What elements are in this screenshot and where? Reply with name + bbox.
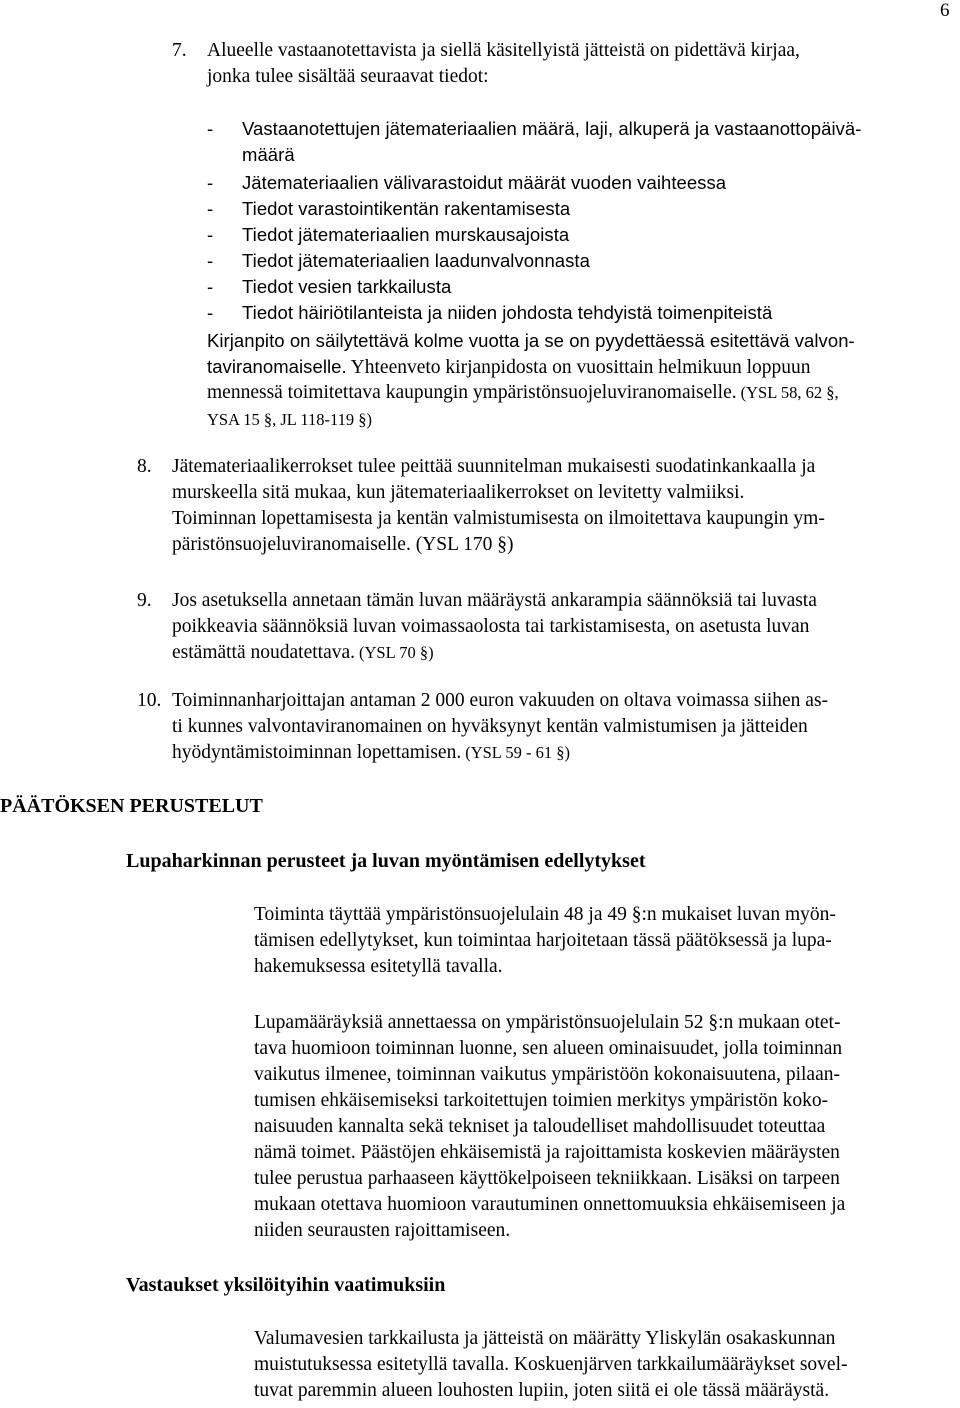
bullet-item: Tiedot varastointikentän rakentamisesta: [242, 198, 571, 219]
item-8-line: Jätemateriaalikerrokset tulee peittää suunnitelman mukaisesti suodatinkankaalla ja: [172, 456, 816, 477]
item-7-tail-text: Yhteenveto kirjanpidosta on vuosittain helmikuun loppuun: [350, 357, 811, 378]
item-10-line: Toiminnanharjoittajan antaman 2 000 euron vakuuden on oltava voimassa siihen as-: [172, 690, 829, 711]
paragraph-line: nämä toimet. Päästöjen ehkäisemistä ja rajoittamista koskevien määräysten: [254, 1142, 840, 1163]
paragraph-line: tuvat paremmin alueen louhosten lupiin, joten siitä ei ole tässä määräystä.: [254, 1380, 830, 1401]
paragraph-line: tämisen edellytykset, kun toimintaa harjoitetaan tässä päätöksessä ja lupa-: [254, 930, 832, 951]
paragraph-line: tulee perustua parhaaseen käyttökelpoiseen tekniikkaan. Lisäksi on tarpeen: [254, 1168, 840, 1189]
subheading-responses: Vastaukset yksilöityihin vaatimuksiin: [126, 1274, 446, 1296]
paragraph-line: vaikutus ilmenee, toiminnan vaikutus ympäristöön kokonaisuutena, pilaan-: [254, 1064, 840, 1085]
section-title: PÄÄTÖKSEN PERUSTELUT: [0, 795, 263, 817]
item-7-intro-line: Alueelle vastaanotettavista ja siellä käsitellyistä jätteistä on pidettävä kirjaa,: [207, 40, 800, 61]
item-7-tail-text: mennessä toimitettava kaupungin ympäristönsuojeluviranomaiselle.: [207, 382, 737, 403]
bullet-dash: -: [207, 276, 214, 297]
item-9-line: poikkeavia säännöksiä luvan voimassaolosta tai tarkistamisesta, on asetusta luvan: [172, 616, 810, 637]
paragraph-line: muistutuksessa esitetyllä tavalla. Koskuenjärven tarkkailumääräykset sovel-: [254, 1354, 848, 1375]
paragraph-line: hakemuksessa esitetyllä tavalla.: [254, 956, 503, 977]
paragraph-line: tava huomioon toiminnan luonne, sen alueen ominaisuudet, jolla toiminnan: [254, 1038, 843, 1059]
bullet-dash: -: [207, 224, 214, 245]
paragraph-line: Toiminta täyttää ympäristönsuojelulain 48 ja 49 §:n mukaiset luvan myön-: [254, 904, 836, 925]
legal-reference: (YSL 59 - 61 §): [465, 743, 571, 762]
bullet-item: Tiedot häiriötilanteista ja niiden johdosta tehdyistä toimenpiteistä: [242, 302, 773, 323]
bullet-dash: -: [207, 172, 214, 193]
bullet-item: Vastaanotettujen jätemateriaalien määrä, laji, alkuperä ja vastaanottopäivä-: [242, 118, 862, 139]
bullet-item: Tiedot vesien tarkkailusta: [242, 276, 452, 297]
item-7-tail-line: [207, 356, 810, 379]
item-8-number: 8.: [137, 456, 152, 477]
legal-reference: (YSL 70 §): [359, 643, 434, 662]
bullet-item: Jätemateriaalien välivarastoidut määrät vuoden vaihteessa: [242, 172, 727, 193]
item-10-line: [172, 742, 570, 764]
bullet-dash: -: [207, 302, 214, 323]
bullet-item-continuation: määrä: [242, 144, 295, 165]
item-8-line: päristönsuojeluviranomaiselle. (YSL 170 §): [172, 534, 514, 555]
legal-reference: YSA 15 §, JL 118-119 §): [207, 410, 372, 429]
paragraph-line: mukaan otettava huomioon varautuminen onnettomuuksia ehkäisemiseen ja: [254, 1194, 846, 1215]
item-7-tail-text: taviranomaiselle.: [207, 356, 347, 377]
paragraph-line: niiden seurausten rajoittamiseen.: [254, 1220, 511, 1241]
subheading-permit-grounds: Lupaharkinnan perusteet ja luvan myöntämisen edellytykset: [126, 850, 646, 872]
paragraph-line: tumisen ehkäisemiseksi tarkoitettujen toimien merkitys ympäristön koko-: [254, 1090, 829, 1111]
page-number: 6: [940, 0, 950, 21]
bullet-dash: -: [207, 250, 214, 271]
bullet-dash: -: [207, 198, 214, 219]
bullet-dash: -: [207, 118, 214, 139]
item-9-line: Jos asetuksella annetaan tämän luvan määräystä ankarampia säännöksiä tai luvasta: [172, 590, 817, 611]
item-10-text: hyödyntämistoiminnan lopettamisen.: [172, 742, 462, 763]
item-7-tail-line: Kirjanpito on säilytettävä kolme vuotta ja se on pyydettäessä esitettävä valvon-: [207, 330, 855, 351]
item-10-number: 10.: [137, 690, 162, 711]
legal-reference: (YSL 58, 62 §,: [740, 383, 839, 402]
paragraph-line: Lupamääräyksiä annettaessa on ympäristönsuojelulain 52 §:n mukaan otet-: [254, 1012, 841, 1033]
item-9-number: 9.: [137, 590, 152, 611]
item-9-line: [172, 642, 434, 664]
item-8-line: Toiminnan lopettamisesta ja kentän valmistumisesta on ilmoitettava kaupungin ym-: [172, 508, 825, 529]
item-10-line: ti kunnes valvontaviranomainen on hyväksynyt kentän valmistumisen ja jätteiden: [172, 716, 808, 737]
paragraph-line: Valumavesien tarkkailusta ja jätteistä on määrätty Yliskylän osakaskunnan: [254, 1328, 836, 1349]
bullet-item: Tiedot jätemateriaalien laadunvalvonnasta: [242, 250, 590, 271]
item-9-text: estämättä noudatettava.: [172, 642, 356, 663]
item-7-number: 7.: [172, 40, 187, 61]
item-8-line: murskeella sitä mukaa, kun jätemateriaalikerrokset on levitetty valmiiksi.: [172, 482, 745, 503]
paragraph-line: naisuuden kannalta sekä tekniset ja taloudelliset mahdollisuudet toteuttaa: [254, 1116, 826, 1137]
item-7-tail-line: [207, 382, 839, 404]
bullet-item: Tiedot jätemateriaalien murskausajoista: [242, 224, 570, 245]
item-7-intro-line: jonka tulee sisältää seuraavat tiedot:: [207, 66, 489, 87]
